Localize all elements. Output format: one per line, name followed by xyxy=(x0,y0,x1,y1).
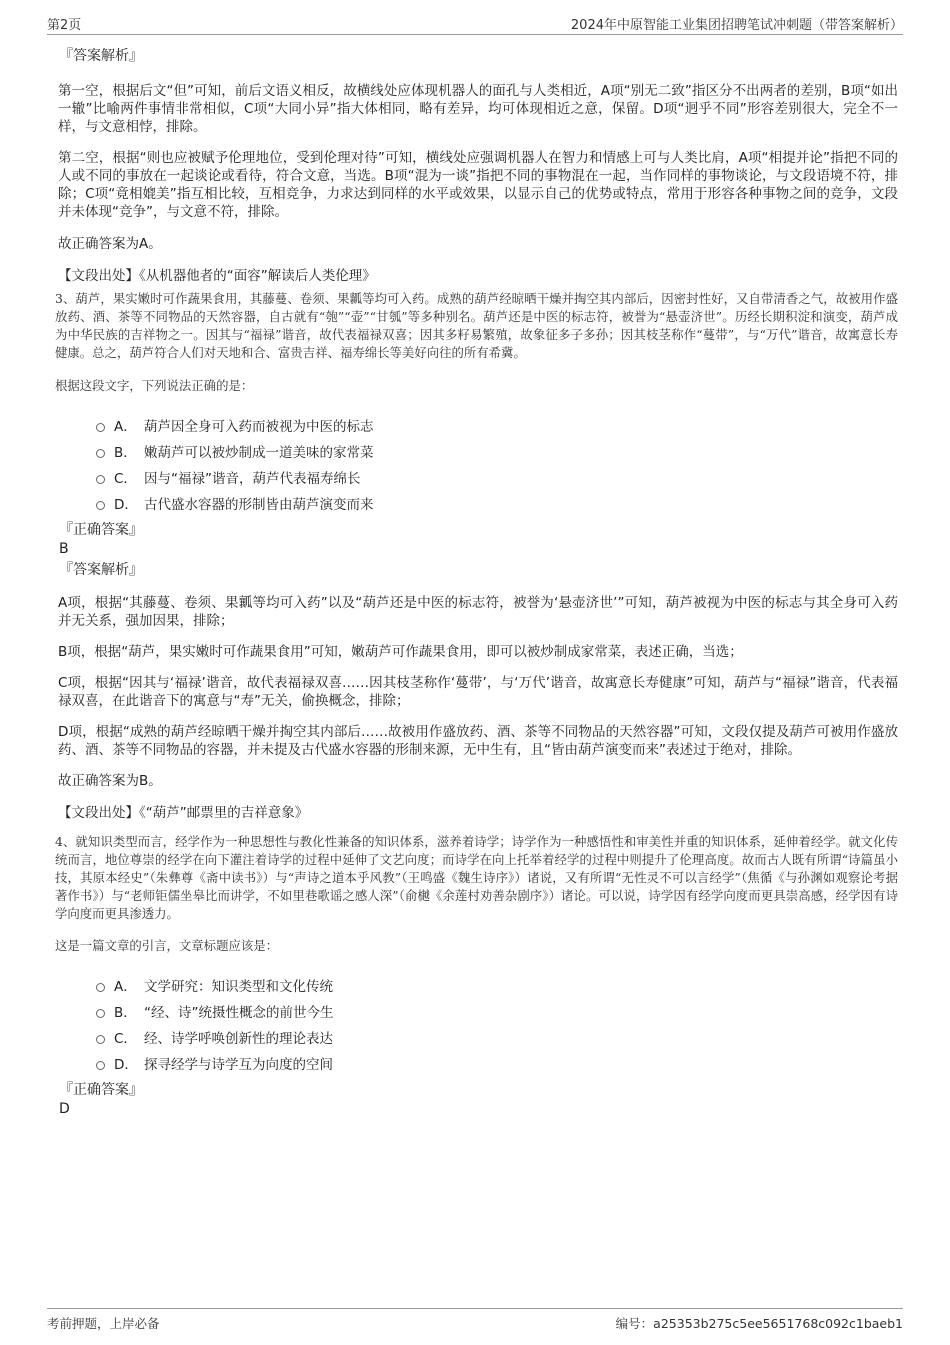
option-text: “经、诗”统摄性概念的前世今生 xyxy=(144,1005,334,1021)
option-b[interactable] xyxy=(96,438,898,464)
answer-analysis-label: 『答案解析』 xyxy=(59,562,143,578)
option-c[interactable] xyxy=(96,1024,898,1050)
analysis-conclusion: 故正确答案为A。 xyxy=(58,236,162,252)
option-letter: B． xyxy=(114,445,137,461)
radio-button[interactable] xyxy=(96,1035,105,1044)
analysis-paragraph: A项，根据“其藤蔓、卷须、果瓤等均可入药”以及“葫芦还是中医的标志符，被誉为‘悬壶济世’”可知，葫芦被视为中医的标志与其全身可入药并无关系，强加因果，排除； xyxy=(58,595,898,629)
option-letter: D． xyxy=(114,497,138,513)
correct-answer-label: 『正确答案』 xyxy=(59,1082,143,1098)
option-letter: B． xyxy=(114,1005,137,1021)
page-header xyxy=(47,12,903,35)
analysis-paragraph: 第二空，根据“则也应被赋予伦理地位，受到伦理对待”可知，横线处应强调机器人在智力和情感上可与人类比肩，A项“相提并论”指把不同的人或不同的事放在一起谈论或看待，符合文意，当选。B项“混为一谈”指把不同的事物混在一起，当作同样的事物谈论，与文段语境不符，排除；C项“竟相媲美”指互相比较，互相竞争，力求达到同样的水平或效果，以显示自己的优势或特点，常用于形容各种事物之间的竞争，文段并未体现“竞争”，与文意不符，排除。 xyxy=(58,150,898,220)
option-b[interactable] xyxy=(96,998,898,1024)
option-text: 因与“福禄”谐音，葫芦代表福寿绵长 xyxy=(144,471,361,487)
question-prompt: 根据这段文字，下列说法正确的是： xyxy=(55,378,254,393)
option-text: 葫芦因全身可入药而被视为中医的标志 xyxy=(144,419,374,435)
analysis-paragraph: B项，根据“葫芦，果实嫩时可作蔬果食用”可知，嫩葫芦可作蔬果食用，即可以被炒制成家常菜，表述正确，当选； xyxy=(58,644,743,660)
option-d[interactable] xyxy=(96,490,898,516)
option-text: 文学研究：知识类型和文化传统 xyxy=(144,979,333,995)
option-list xyxy=(55,412,898,516)
document-title: 2024年中原智能工业集团招聘笔试冲刺题（带答案解析） xyxy=(570,18,903,33)
radio-button[interactable] xyxy=(96,501,105,510)
radio-button[interactable] xyxy=(96,1061,105,1070)
passage-source: 【文段出处】《从机器他者的“面容”解读后人类伦理》 xyxy=(58,268,376,284)
radio-button[interactable] xyxy=(96,1009,105,1018)
correct-answer: B xyxy=(59,541,69,557)
option-a[interactable] xyxy=(96,412,898,438)
option-a[interactable] xyxy=(96,972,898,998)
analysis-paragraph: 第一空，根据后文“但”可知，前后文语义相反，故横线处应体现机器人的面孔与人类相近，A项“别无二致”指区分不出两者的差别，B项“如出一辙”比喻两件事情非常相似，C项“大同小异”指大体相同，略有差异，均可体现相近之意，保留。D项“迥乎不同”形容差别很大，完全不一样，与文意相悖，排除。 xyxy=(58,83,898,135)
correct-answer: D xyxy=(59,1101,70,1117)
question-passage: 3、葫芦，果实嫩时可作蔬果食用，其藤蔓、卷须、果瓤等均可入药。成熟的葫芦经晾晒干燥并掏空其内部后，因密封性好，又自带清香之气，故被用作盛放药、酒、茶等不同物品的天然容器，自古就有“匏”“壶”“甘瓠”等多种别名。葫芦还是中医的标志符，被誉为“悬壶济世”。历经长期积淀和演变，葫芦成为中华民族的吉祥物之一。因其与“福禄”谐音，故代表福禄双喜；因其多籽易繁殖，故象征多子多孙；因其枝茎称作“蔓带”，与“万代”谐音，故寓意长寿健康。总之，葫芦符合人们对天地和合、富贵吉祥、福寿绵长等美好向往的所有希冀。 xyxy=(55,291,898,360)
radio-button[interactable] xyxy=(96,423,105,432)
analysis-paragraph: D项，根据“成熟的葫芦经晾晒干燥并掏空其内部后……故被用作盛放药、酒、茶等不同物品的天然容器”可知，文段仅提及葫芦可被用作盛放药、酒、茶等不同物品的容器，并未提及古代盛水容器的形制来源，无中生有，且“皆由葫芦演变而来”表述过于绝对，排除。 xyxy=(58,724,898,758)
correct-answer-label: 『正确答案』 xyxy=(59,522,143,538)
page-number: 第2页 xyxy=(47,18,82,33)
question-prompt: 这是一篇文章的引言，文章标题应该是： xyxy=(55,938,279,953)
option-letter: A． xyxy=(114,419,137,435)
option-c[interactable] xyxy=(96,464,898,490)
option-text: 经、诗学呼唤创新性的理论表达 xyxy=(144,1031,333,1047)
radio-button[interactable] xyxy=(96,449,105,458)
option-text: 探寻经学与诗学互为向度的空间 xyxy=(144,1057,333,1073)
footer-slogan: 考前押题，上岸必备 xyxy=(47,1316,160,1331)
option-letter: C． xyxy=(114,471,137,487)
option-letter: A． xyxy=(114,979,137,995)
option-letter: D． xyxy=(114,1057,138,1073)
document-id: 编号：a25353b275c5ee5651768c092c1baeb1 xyxy=(615,1316,903,1331)
option-text: 古代盛水容器的形制皆由葫芦演变而来 xyxy=(144,497,374,513)
page-footer xyxy=(47,1308,903,1333)
answer-analysis-label: 『答案解析』 xyxy=(59,48,143,64)
radio-button[interactable] xyxy=(96,475,105,484)
option-d[interactable] xyxy=(96,1050,898,1076)
analysis-conclusion: 故正确答案为B。 xyxy=(58,773,162,789)
radio-button[interactable] xyxy=(96,983,105,992)
option-list xyxy=(55,972,898,1076)
option-text: 嫩葫芦可以被炒制成一道美味的家常菜 xyxy=(144,445,374,461)
question-passage: 4、就知识类型而言，经学作为一种思想性与教化性兼备的知识体系，滋养着诗学；诗学作为一种感悟性和审美性并重的知识体系，延伸着经学。就文化传统而言，地位尊崇的经学在向下灌注着诗学的过程中延伸了文艺向度；而诗学在向上托举着经学的过程中则提升了伦理高度。故而古人既有所谓“诗篇虽小技，其原本经史”（朱彝尊《斋中读书》）与“声诗之道本乎风教”（王鸣盛《魏生诗序》）诸说，又有所谓“无性灵不可以言经学”（焦循《与孙渊如观察论考据著作书》）与“老师钜儒坐皋比而讲学，不如里巷歌谣之感人深”（俞樾《余莲村劝善杂剧序》）诸论。可以说，诗学因有经学向度而更具崇高感，经学因有诗学向度而更具渗透力。 xyxy=(55,834,898,921)
option-letter: C． xyxy=(114,1031,137,1047)
analysis-paragraph: C项，根据“因其与‘福禄’谐音，故代表福禄双喜……因其枝茎称作‘蔓带’，与‘万代’谐音，故寓意长寿健康”可知，葫芦与“福禄”谐音，代表福禄双喜，在此谐音下的寓意与“寿”无关，偷换概念，排除； xyxy=(58,675,898,709)
page-content xyxy=(55,45,898,1118)
passage-source: 【文段出处】《“葫芦”邮票里的吉祥意象》 xyxy=(58,805,309,821)
